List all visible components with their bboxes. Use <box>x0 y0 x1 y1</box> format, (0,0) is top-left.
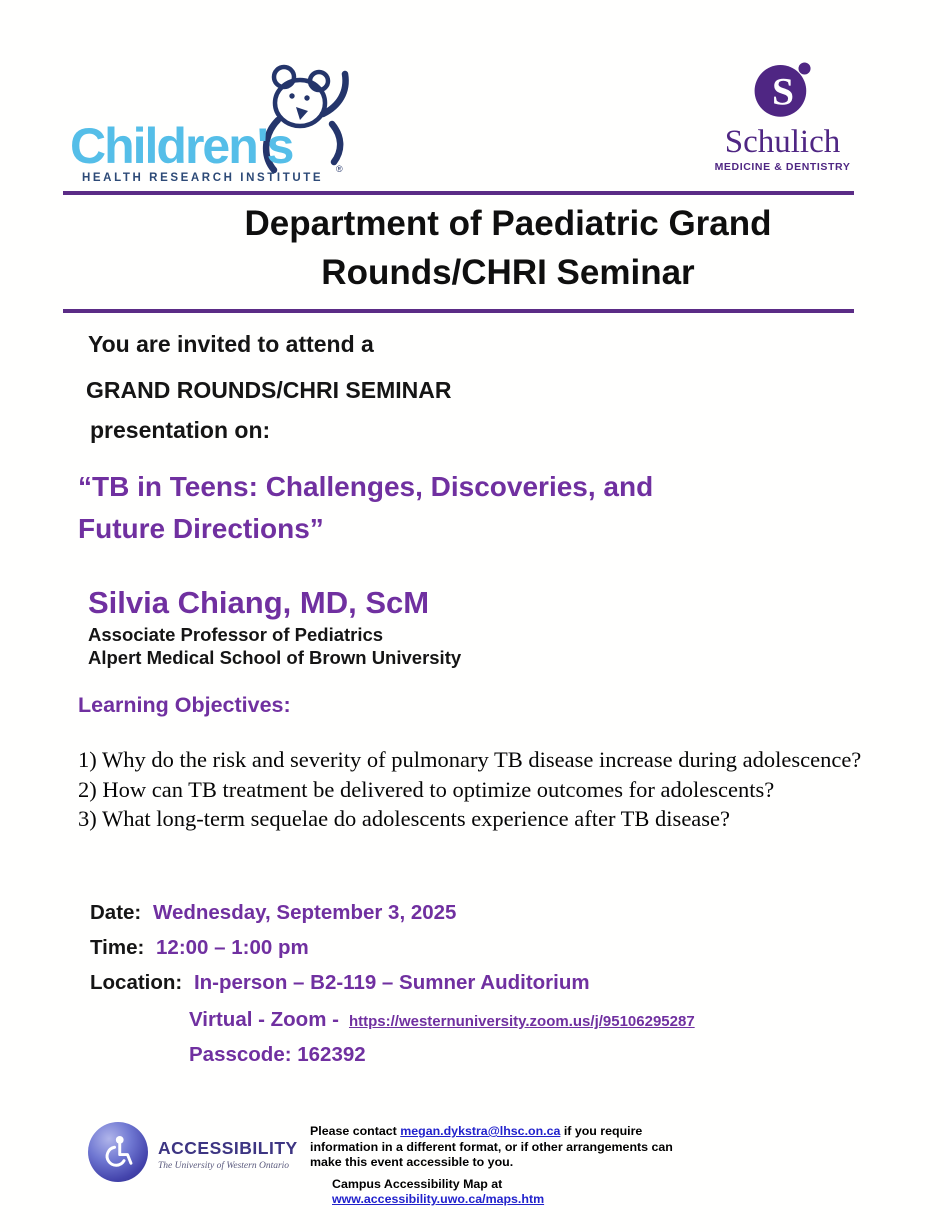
invite-line2: GRAND ROUNDS/CHRI SEMINAR <box>86 377 452 403</box>
accessibility-sphere <box>88 1122 148 1182</box>
objective-item: 2) How can TB treatment be delivered to optimize outcomes for adolescents? <box>78 776 775 802</box>
page-title-line1: Department of Paediatric Grand <box>244 204 772 243</box>
talk-title <box>78 466 653 550</box>
objectives-heading: Learning Objectives: <box>78 693 291 717</box>
schulich-s-icon <box>752 58 814 122</box>
location-row <box>90 971 590 995</box>
svg-text:S: S <box>771 69 794 114</box>
wheelchair-icon <box>99 1133 137 1171</box>
objectives-list <box>78 745 878 834</box>
speaker-affiliation: Alpert Medical School of Brown University <box>88 647 462 668</box>
time-label: Time: <box>90 936 145 959</box>
date-label: Date: <box>90 901 142 924</box>
map-prefix: Campus Accessibility Map at <box>332 1176 503 1191</box>
registered-mark: ® <box>336 164 343 174</box>
map-line <box>310 1177 702 1208</box>
accessibility-logo <box>88 1118 298 1182</box>
passcode: Passcode: 162392 <box>189 1043 366 1066</box>
chri-subtitle: HEALTH RESEARCH INSTITUTE <box>82 172 324 184</box>
divider-top <box>63 191 854 195</box>
speaker-credentials <box>88 623 461 669</box>
footer-contact <box>310 1124 702 1208</box>
virtual-row <box>189 1008 695 1032</box>
time-value: 12:00 – 1:00 pm <box>156 936 309 959</box>
page-title <box>108 199 908 297</box>
virtual-label: Virtual - Zoom - <box>189 1008 339 1031</box>
accessibility-title: ACCESSIBILITY <box>158 1138 298 1158</box>
page-title-line2: Rounds/CHRI Seminar <box>321 253 695 292</box>
chri-wordmark: Children's <box>70 118 293 174</box>
location-label: Location: <box>90 971 183 994</box>
talk-title-line1: “TB in Teens: Challenges, Discoveries, and <box>78 471 654 502</box>
invite-line1: You are invited to attend a <box>88 331 374 357</box>
speaker-name: Silvia Chiang, MD, ScM <box>88 585 430 620</box>
talk-title-line2: Future Directions” <box>78 513 324 544</box>
divider-bottom <box>63 309 854 313</box>
contact-suffix: if you require information in a different format, or if other arrangements can make this event accessible to you. <box>310 1124 673 1170</box>
objective-item: 1) Why do the risk and severity of pulmonary TB disease increase during adolescence? <box>78 747 862 772</box>
schulich-logo <box>695 58 870 173</box>
event-details <box>90 901 590 1006</box>
contact-prefix: Please contact <box>310 1124 401 1138</box>
speaker-role: Associate Professor of Pediatrics <box>88 624 384 645</box>
time-row <box>90 936 590 960</box>
objective-item: 3) What long-term sequelae do adolescents experience after TB disease? <box>78 806 731 831</box>
schulich-subtitle: MEDICINE & DENTISTRY <box>714 161 851 173</box>
chri-logo <box>70 62 370 194</box>
date-row <box>90 901 590 925</box>
contact-email-link[interactable]: megan.dykstra@lhsc.on.ca <box>400 1124 561 1138</box>
invite-line3: presentation on: <box>90 417 271 443</box>
location-value: In-person – B2-119 – Sumner Auditorium <box>193 971 590 994</box>
accessibility-text <box>158 1138 298 1182</box>
zoom-link[interactable]: https://westernuniversity.zoom.us/j/95106295287 <box>348 1013 695 1030</box>
map-link[interactable]: www.accessibility.uwo.ca/maps.htm <box>332 1192 545 1207</box>
accessibility-subtitle: The University of Western Ontario <box>158 1161 290 1171</box>
schulich-wordmark: Schulich <box>724 124 841 160</box>
date-value: Wednesday, September 3, 2025 <box>152 901 457 924</box>
